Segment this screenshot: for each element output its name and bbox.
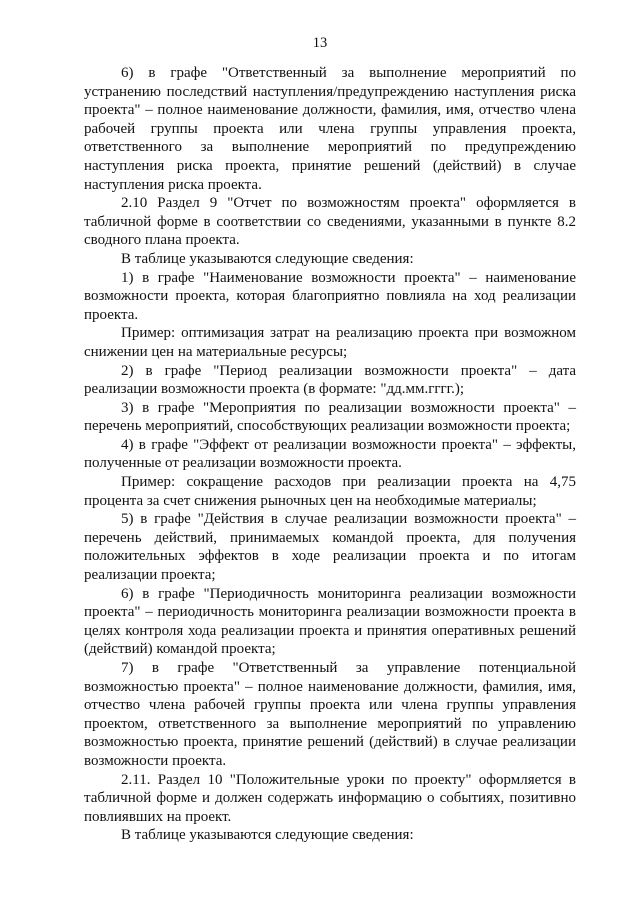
paragraph-item-4-effect: 4) в графе "Эффект от реализации возможности проекта" – эффекты, полученные от реализации возможности проекта.	[84, 436, 576, 472]
paragraph-table-intro-2: В таблице указываются следующие сведения:	[121, 827, 414, 844]
body-text	[84, 64, 576, 845]
paragraph-item-6-monitoring: 6) в графе "Периодичность мониторинга реализации возможности проекта" – периодичность мониторинга реализации возможности проекта в целях контроля хода реализации проекта и принятия оперативных решений (действий) командой проекта;	[84, 585, 576, 658]
paragraph-item-5-actions: 5) в графе "Действия в случае реализации возможности проекта" – перечень действий, принимаемых командой проекта, для получения положительных эффектов в ходе реализации проекта и по итогам реализации проекта;	[84, 511, 576, 584]
paragraph-item-6-risk-responsible: 6) в графе "Ответственный за выполнение мероприятий по устранению последствий наступления/предупреждению наступления риска проекта" – полное наименование должности, фамилия, имя, отчество члена рабочей группы проекта или члена группы управления проекта, ответственного за выполнение мероприятий по предупреждению наступления риска проекта, принятие решений (действий) в случае наступления риска проекта.	[84, 65, 576, 193]
page-number: 13	[312, 35, 328, 51]
paragraph-table-intro: В таблице указываются следующие сведения:	[121, 250, 414, 267]
paragraph-item-2-period: 2) в графе "Период реализации возможности проекта" – дата реализации возможности проекта (в формате: "дд.мм.гггг.);	[84, 362, 576, 398]
paragraph-item-7-opportunity-responsible: 7) в графе "Ответственный за управление потенциальной возможностью проекта" – полное наименование должности, фамилия, имя, отчество члена рабочей группы проекта или члена группы управления проектом, ответственного за выполнение мероприятий по управлению возможностью проекта, принятие решений (действий) в случае реализации возможности проекта.	[84, 660, 576, 769]
paragraph-item-1-opportunity-name: 1) в графе "Наименование возможности проекта" – наименование возможности проекта, которая благоприятно повлияла на ход реализации проекта.	[84, 269, 576, 323]
paragraph-section-2-10: 2.10 Раздел 9 "Отчет по возможностям проекта" оформляется в табличной форме в соответствии со сведениями, указанными в пункте 8.2 сводного плана проекта.	[84, 195, 576, 249]
paragraph-section-2-11: 2.11. Раздел 10 "Положительные уроки по проекту" оформляется в табличной форме и должен содержать информацию о событиях, позитивно повлиявших на проект.	[84, 771, 576, 825]
paragraph-example-cost-reduction: Пример: сокращение расходов при реализации проекта на 4,75 процента за счет снижения рыночных цен на необходимые материалы;	[84, 474, 576, 509]
paragraph-example-cost-optimization: Пример: оптимизация затрат на реализацию проекта при возможном снижении цен на материальные ресурсы;	[84, 325, 576, 360]
paragraph-item-3-measures: 3) в графе "Мероприятия по реализации возможности проекта" – перечень мероприятий, способствующих реализации возможности проекта;	[84, 399, 576, 435]
